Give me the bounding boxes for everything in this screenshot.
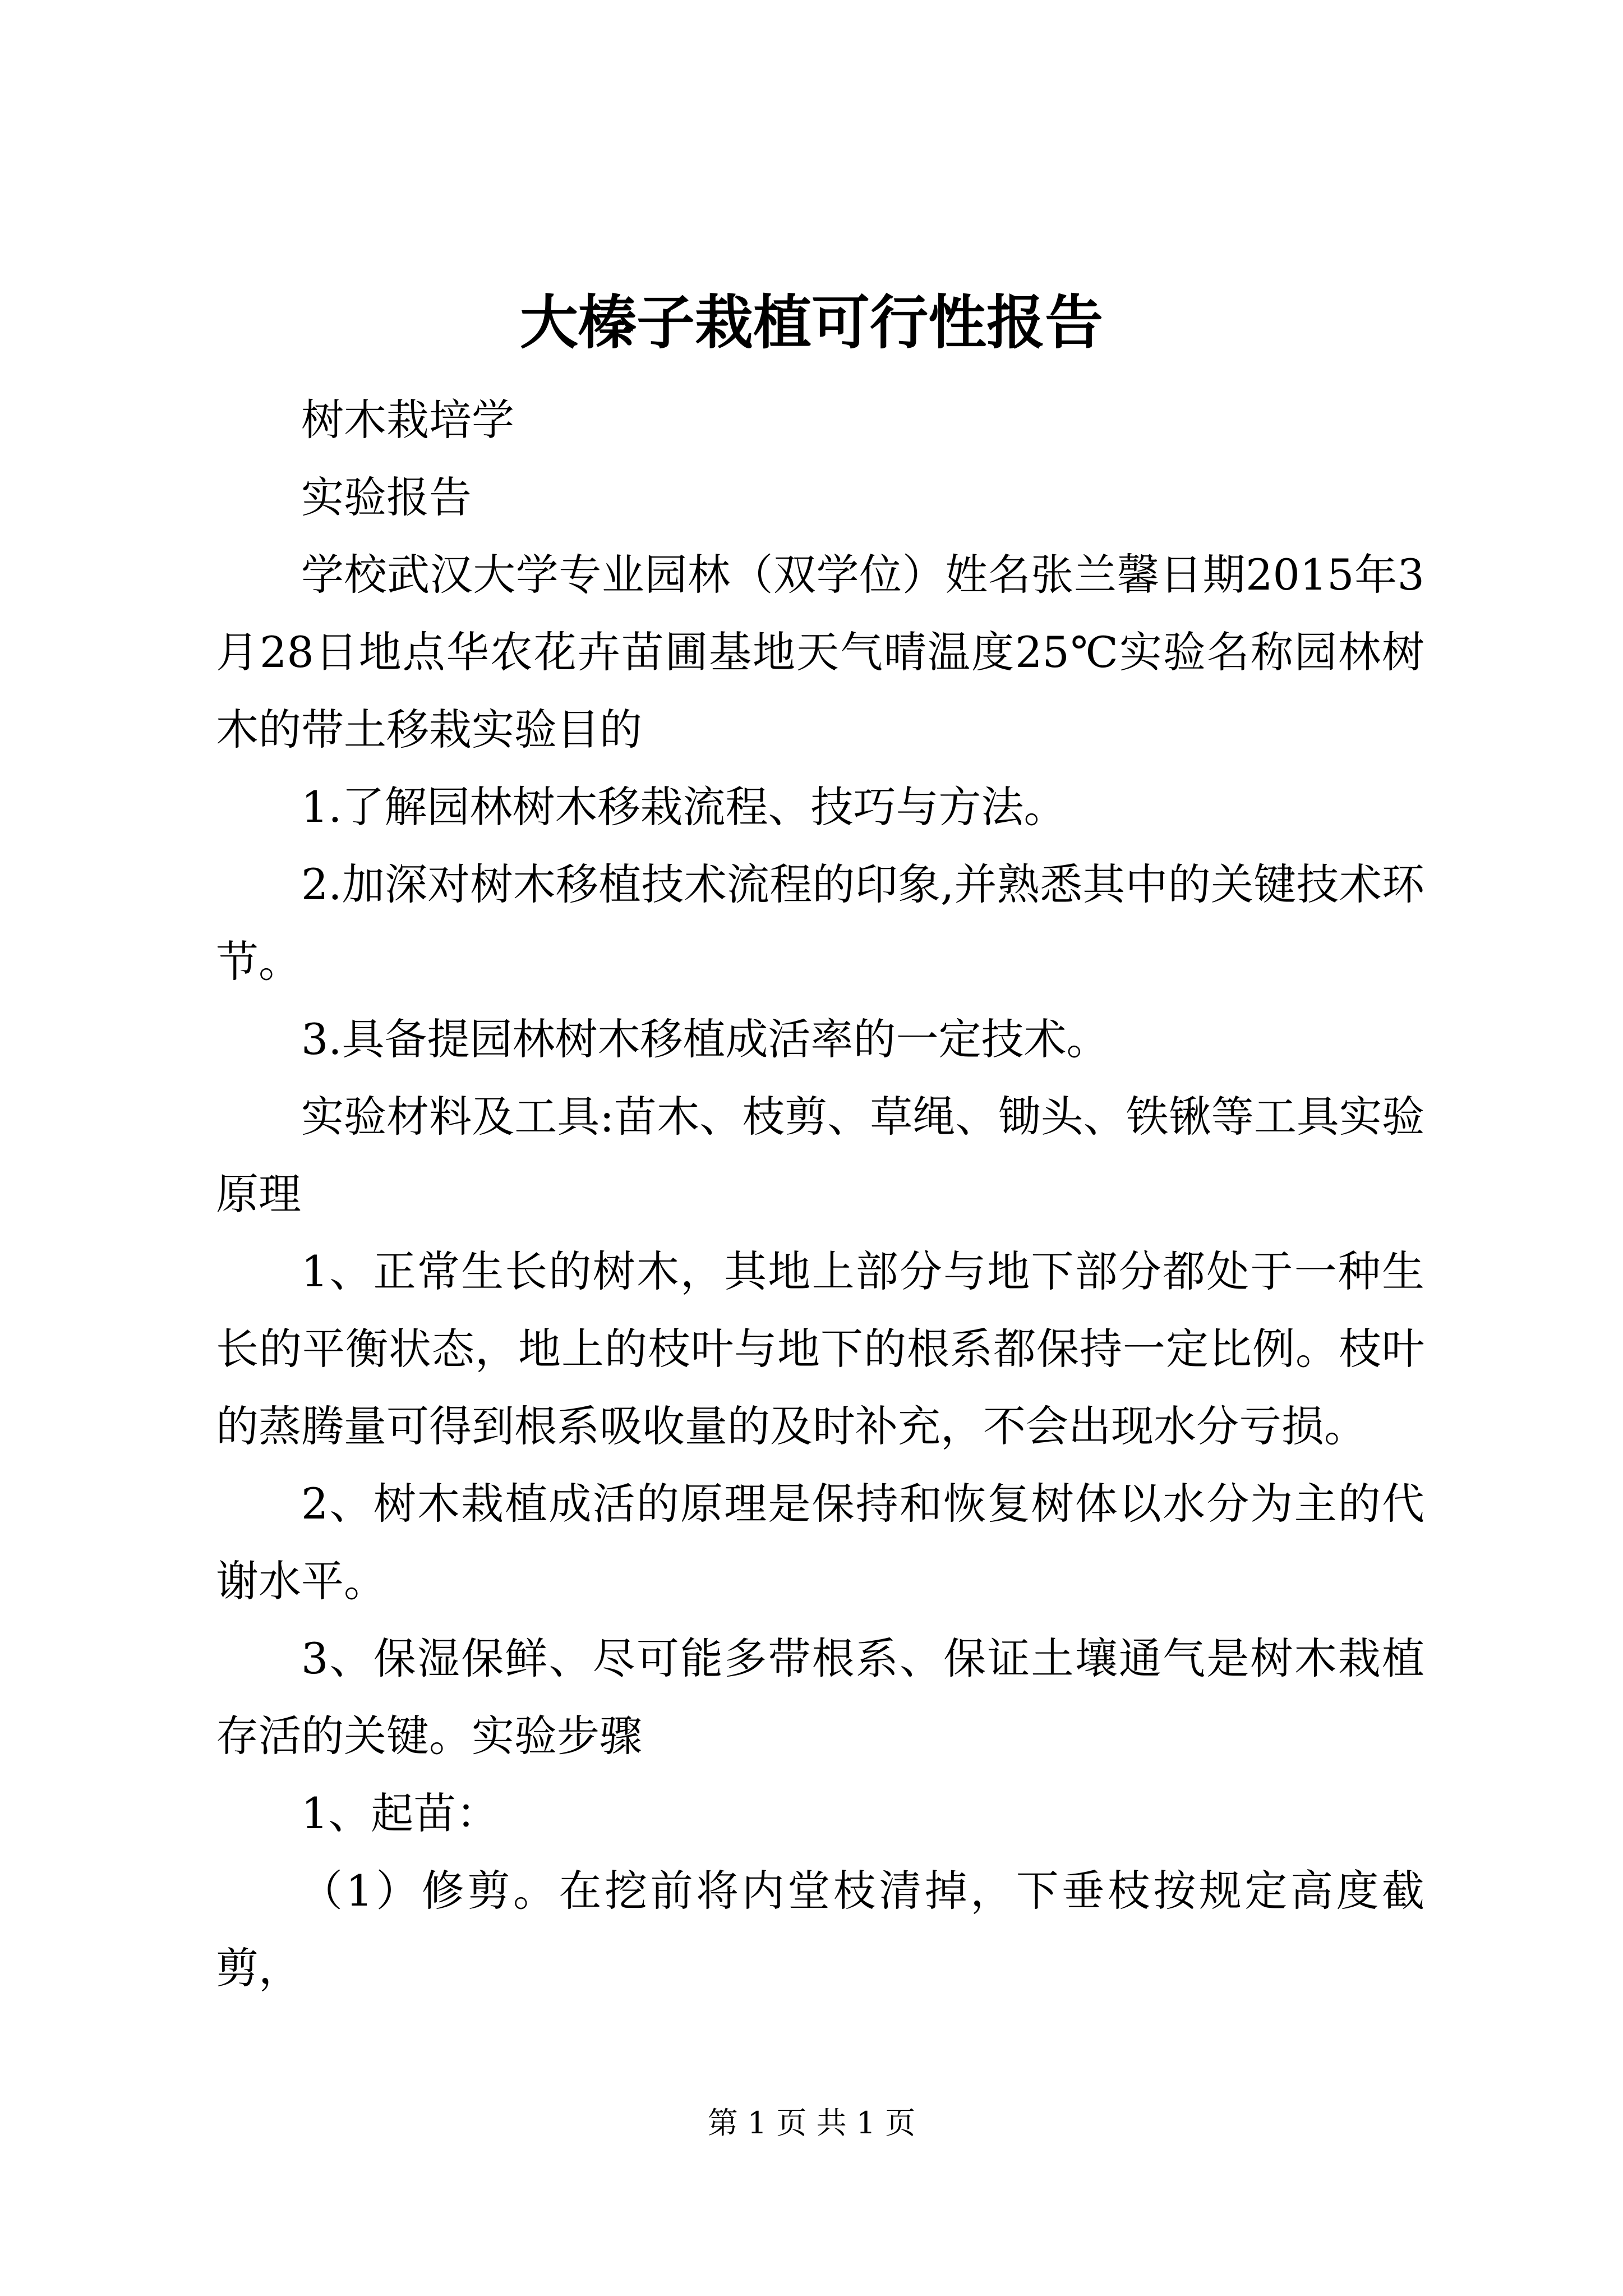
page-footer: 第 1 页 共 1 页 — [707, 2105, 916, 2141]
document-title: 大榛子栽植可行性报告 — [519, 288, 1103, 357]
paragraph-subject: 树木栽培学 — [301, 395, 514, 445]
paragraph-info: 学校武汉大学专业园林（双学位）姓名张兰馨日期2015年3月28日地点华农花卉苗圃基地天气晴温度25℃实验名称园林树木的带土移栽实验目的 — [216, 550, 1424, 754]
document-body — [216, 381, 1424, 2007]
paragraph-principle-3: 3、保湿保鲜、尽可能多带根系、保证土壤通气是树木栽植存活的关键。实验步骤 — [216, 1634, 1424, 1761]
paragraph-principle-2: 2、树木栽植成活的原理是保持和恢复树体以水分为主的代谢水平。 — [216, 1479, 1424, 1606]
paragraph-materials: 实验材料及工具:苗木、枝剪、草绳、锄头、铁锹等工具实验原理 — [216, 1092, 1424, 1219]
paragraph-principle-1: 1、正常生长的树木，其地上部分与地下部分都处于一种生长的平衡状态，地上的枝叶与地下的根系都保持一定比例。枝叶的蒸腾量可得到根系吸收量的及时补充，不会出现水分亏损。 — [216, 1246, 1424, 1451]
paragraph-report-type: 实验报告 — [301, 472, 472, 522]
paragraph-step-1: 1、起苗： — [301, 1788, 499, 1838]
paragraph-objective-1: 1.了解园林树木移栽流程、技巧与方法。 — [301, 782, 1067, 832]
paragraph-objective-2: 2.加深对树木移植技术流程的印象,并熟悉其中的关键技术环节。 — [216, 859, 1424, 987]
paragraph-objective-3: 3.具备提园林树木移植成活率的一定技术。 — [301, 1014, 1109, 1064]
paragraph-step-1-1: （1）修剪。在挖前将内堂枝清掉，下垂枝按规定高度截剪， — [216, 1866, 1424, 1993]
